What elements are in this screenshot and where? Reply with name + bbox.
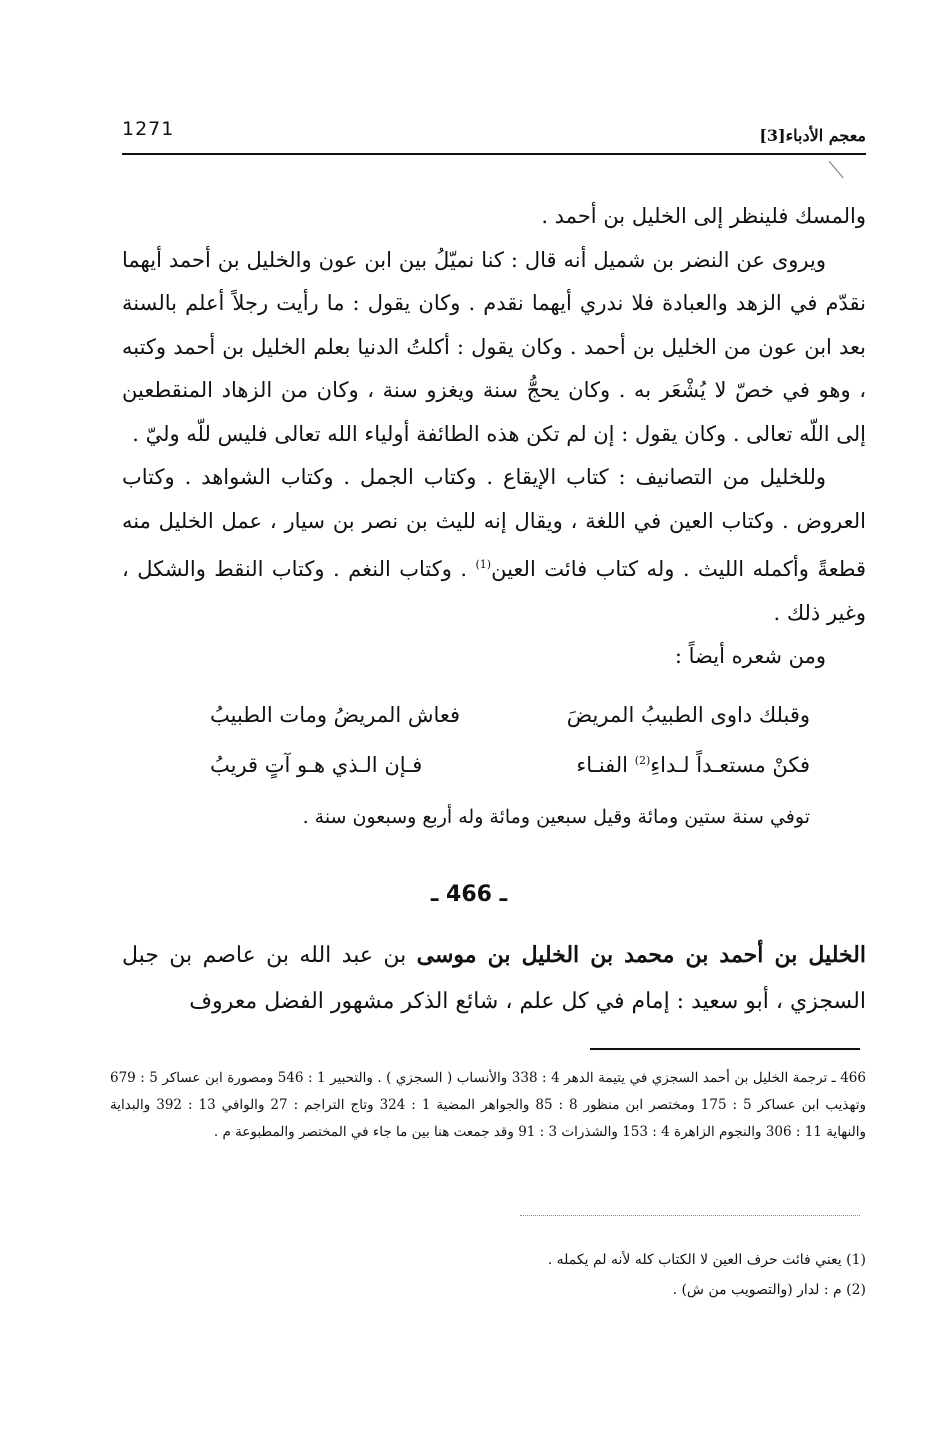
entry-number: ـ 466 ـ xyxy=(430,882,508,907)
footnote-2: (2) م : لدار (والتصويب من ش) . xyxy=(672,1282,866,1298)
footnote-rule xyxy=(590,1048,860,1050)
source-note-text: 466 ـ ترجمة الخليل بن أحمد السجزي في يتيمة الدهر 4 : 338 والأنساب ( السجزي ) . والتحبير 1 : 546 ومصورة ابن عساكر 5 : 679 وتهذيب ابن عساكر 5 : 175 ومختصر ابن منظور 8 : 85 والجواهر المضية 1 : 324 وتاج التراجم : 27 والوافي 13 : 392 والبداية والنهاية 11 : 306 والنجوم الزاهرة 4 : 153 والشذرات 3 : 91 وقد جمعت هنا بين ما جاء في المختصر والمطبوعة م . xyxy=(110,1070,866,1140)
verse-2-text-a: فكنْ مستعـداً لـداءِ xyxy=(650,753,810,777)
paragraph-1: والمسك فلينظر إلى الخليل بن أحمد . xyxy=(541,204,866,228)
verse-2-second-hemistich: فـإن الـذي هـو آتٍ قريبُ xyxy=(210,753,423,777)
verse-1-second-hemistich: فعاش المريضُ ومات الطبيبُ xyxy=(210,703,461,727)
entry-text xyxy=(122,932,866,1025)
verse-2-first-hemistich xyxy=(576,753,810,777)
paragraph-3-text-b: . وكتاب النغم . وكتاب النقط والشكل ، وغير ذلك . xyxy=(122,557,866,625)
death-date-line: توفي سنة ستين ومائة وقيل سبعين ومائة وله أربع وسبعون سنة . xyxy=(302,806,810,828)
poem-verse-1 xyxy=(170,703,810,747)
footnote-ref-2: (2) xyxy=(634,754,651,767)
entry-paragraph xyxy=(122,932,866,1025)
page-number: 1271 xyxy=(122,118,175,140)
paragraph-4: ومن شعره أيضاً : xyxy=(674,644,826,668)
verse-1-first-hemistich: وقبلك داوى الطبيبُ المريضَ xyxy=(566,703,810,727)
footnote-ref-1: (1) xyxy=(475,558,492,571)
footnotes xyxy=(300,1245,866,1305)
entry-name: الخليل بن أحمد بن محمد بن الخليل بن موسى xyxy=(416,942,866,968)
page-header xyxy=(122,118,866,158)
header-rule xyxy=(122,153,866,155)
running-head: معجم الأدباء[3] xyxy=(759,126,866,145)
body-text xyxy=(122,195,866,679)
scan-mark xyxy=(813,161,843,191)
paragraph-3-text-a: وللخليل من التصانيف : كتاب الإيقاع . وكتاب الجمل . وكتاب الشواهد . وكتاب العروض . وكتاب العين في اللغة ، ويقال إنه لليث بن نصر بن سيار ، عمل الخليل منه قطعةً وأكمله الليث . وله كتاب فائت العين xyxy=(122,465,866,581)
paragraph-2: ويروى عن النضر بن شميل أنه قال : كنا نميّلُ بين ابن عون والخليل بن أحمد أيهما نقدّم في الزهد والعبادة فلا ندري أيهما نقدم . وكان يقول : ما رأيت رجلاً أعلم بالسنة بعد ابن عون من الخليل بن أحمد . وكان يقول : أكلتُ الدنيا بعلم الخليل بن أحمد وكتبه ، وهو في خصّ لا يُشْعَر به . وكان يحجُّ سنة ويغزو سنة ، وكان من الزهاد المنقطعين إلى اللّه تعالى . وكان يقول : إن لم تكن هذه الطائفة أولياء الله تعالى فليس للّه وليّ . xyxy=(122,247,866,446)
entry-body: بن عبد الله بن عاصم بن جبل السجزي ، أبو سعيد : إمام في كل علم ، شائع الذكر مشهور الفضل معروف xyxy=(122,943,866,1014)
poem-verse-2 xyxy=(170,753,810,797)
paragraph-3 xyxy=(122,456,866,635)
dotted-rule xyxy=(520,1215,860,1216)
source-note xyxy=(110,1065,866,1146)
footnote-1: (1) يعني فائت حرف العين لا الكتاب كله لأنه لم يكمله . xyxy=(547,1252,866,1268)
verse-2-text-b: الفنـاء xyxy=(576,753,635,777)
